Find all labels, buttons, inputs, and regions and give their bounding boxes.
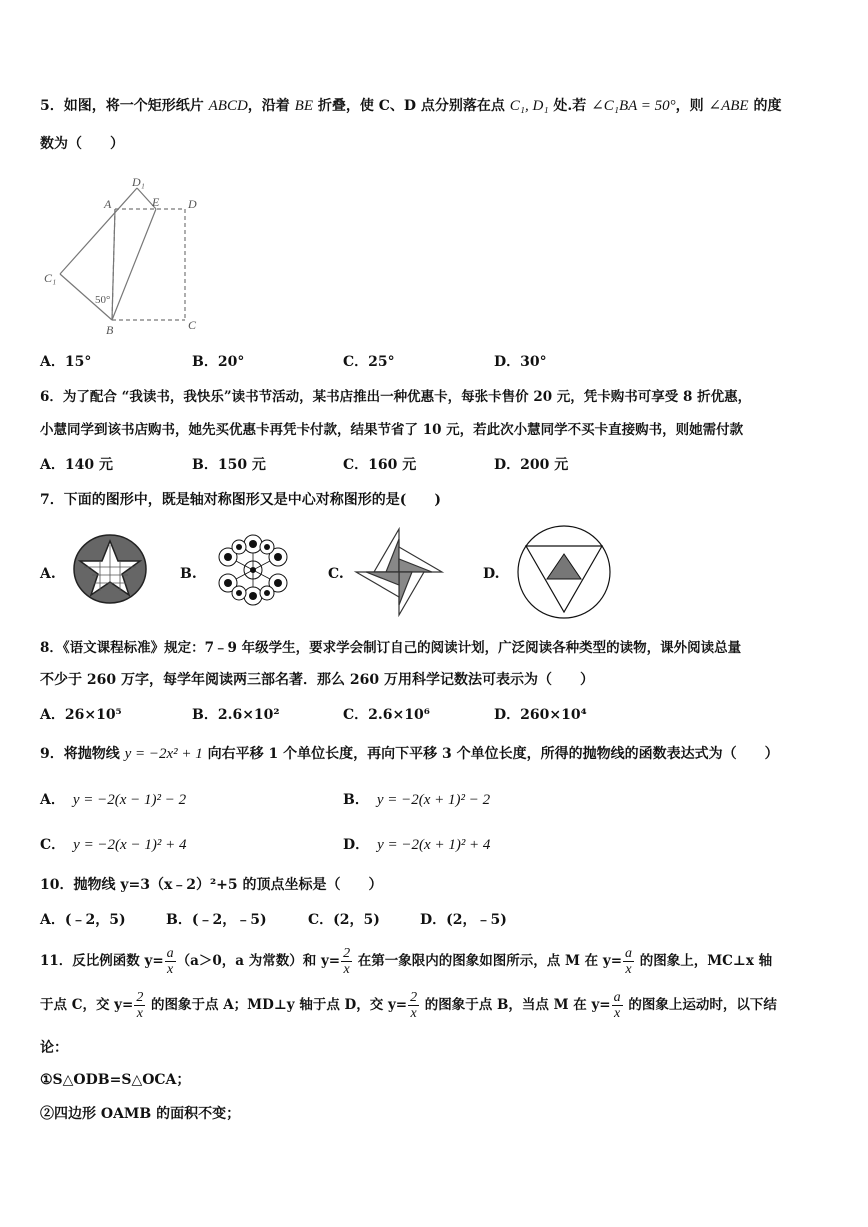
q10-option-b[interactable]: B．(﹣2，﹣5) — [166, 912, 267, 928]
fraction-2-over-x — [341, 946, 352, 977]
q9-text: 9．将抛物线 — [40, 746, 125, 762]
q11-text: 于点 C，交 y= — [40, 997, 134, 1013]
q6-line1: 6．为了配合 “我读书，我快乐”读书节活动，某书店推出一种优惠卡，每张卡售价 20 元，凭卡购书可享受 8 折优惠， — [40, 389, 752, 405]
q5-text: 处.若 — [548, 98, 592, 114]
q11-text: 的图象于点 B，当点 M 在 y= — [420, 997, 611, 1013]
q6-line2: 小慧同学到该书店购书，她先买优惠卡再凭卡付款，结果节省了 10 元，若此次小慧同学不买卡直接购书，则她需付款 — [40, 422, 744, 438]
q7-option-c[interactable]: C. — [328, 566, 344, 582]
q10-option-a[interactable]: A．(﹣2，5) — [40, 912, 126, 928]
q5-text: 折叠，使 C、D 点分别落在点 — [313, 98, 510, 114]
q9-option-expr: y = −2(x + 1)² + 4 — [377, 837, 491, 853]
q11-text: 的图象上运动时，以下结 — [623, 997, 777, 1013]
q10-option-d[interactable]: D．(2，﹣5) — [420, 912, 507, 928]
q9-text: 向右平移 1 个单位长度，再向下平移 3 个单位长度，所得的抛物线的函数表达式为（ ） — [202, 746, 779, 762]
frac-den: x — [167, 962, 174, 977]
q10-line1: 10．抛物线 y=3（x﹣2）²+5 的顶点坐标是（ ） — [40, 877, 383, 893]
label-b: B — [106, 323, 114, 337]
q9-option-d[interactable] — [343, 835, 490, 855]
q5-math-angle: ∠C₁BA = 50° — [591, 98, 676, 114]
q11-conclusion-2: ②四边形 OAMB 的面积不变； — [40, 1106, 241, 1122]
label-d1: D₁ — [132, 175, 145, 189]
label-e: E — [152, 195, 160, 209]
q9-line1 — [40, 744, 779, 764]
frac-num: 2 — [343, 946, 351, 961]
q11-conclusion-1: ①S△ODB=S△OCA； — [40, 1072, 191, 1088]
q5-math-be: BE — [294, 98, 313, 114]
q5-line2: 数为（ ） — [40, 136, 124, 152]
fraction-a-over-x — [623, 946, 634, 977]
q8-option-d[interactable]: D．260×10⁴ — [494, 707, 587, 723]
q5-math-abcd: ABCD — [208, 98, 248, 114]
q9-option-expr: y = −2(x − 1)² + 4 — [73, 837, 187, 853]
q8-option-b[interactable]: B．2.6×10² — [192, 707, 280, 723]
frac-num: 2 — [136, 990, 144, 1005]
q7-line1: 7．下面的图形中，既是轴对称图形又是中心对称图形的是( ) — [40, 492, 441, 508]
q8-option-a[interactable]: A．26×10⁵ — [40, 707, 122, 723]
q5-line1 — [40, 96, 781, 116]
frac-num: a — [166, 946, 174, 961]
q9-option-label: A． — [40, 792, 65, 808]
q5-text: 的度 — [748, 98, 782, 114]
q9-option-label: C． — [40, 837, 66, 853]
q9-option-label: B． — [343, 792, 369, 808]
fraction-2-over-x — [134, 990, 145, 1021]
q5-option-c[interactable]: C．25° — [343, 354, 395, 370]
label-d: D — [188, 197, 197, 211]
frac-num: 2 — [410, 990, 418, 1005]
q7-star-circle-figure — [70, 533, 150, 605]
frac-num: a — [613, 990, 621, 1005]
frac-den: x — [410, 1006, 417, 1021]
q9-option-expr: y = −2(x − 1)² − 2 — [72, 792, 187, 808]
q5-option-d[interactable]: D．30° — [494, 354, 547, 370]
frac-den: x — [614, 1006, 621, 1021]
q11-text: 在第一象限内的图象如图所示，点 M 在 y= — [353, 953, 623, 969]
q11-line2 — [40, 990, 777, 1021]
q7-triangle-circle-figure — [516, 524, 612, 620]
q11-line1 — [40, 946, 772, 977]
label-c: C — [188, 318, 197, 332]
q11-text: 11．反比例函数 y= — [40, 953, 164, 969]
label-angle: 50° — [95, 294, 111, 306]
q11-text: 的图象于点 A；MD⊥y 轴于点 D，交 y= — [146, 997, 408, 1013]
fraction-a-over-x — [165, 946, 176, 977]
q6-option-c[interactable]: C．160 元 — [343, 457, 417, 473]
q9-option-label: D． — [343, 837, 370, 853]
frac-den: x — [136, 1006, 143, 1021]
q5-math-abe: ∠ABE — [708, 98, 749, 114]
q6-option-b[interactable]: B．150 元 — [192, 457, 266, 473]
q7-option-d[interactable]: D. — [483, 566, 500, 582]
q7-pinwheel-figure — [352, 527, 446, 617]
q8-line1: 8．《语文课程标准》规定：7﹣9 年级学生，要求学会制订自己的阅读计划，广泛阅读各种类型的读物，课外阅读总量 — [40, 640, 742, 656]
q5-rectangle-fold-figure — [40, 172, 210, 342]
q6-option-d[interactable]: D．200 元 — [494, 457, 569, 473]
label-c1: C₁ — [44, 271, 57, 285]
fraction-2-over-x — [408, 990, 419, 1021]
q10-option-c[interactable]: C．(2，5) — [308, 912, 380, 928]
fraction-a-over-x — [612, 990, 623, 1021]
q9-option-a[interactable] — [40, 790, 186, 810]
label-a: A — [104, 197, 112, 211]
q9-option-b[interactable] — [343, 790, 490, 810]
q11-text: （a＞0，a 为常数）和 y= — [176, 953, 341, 969]
q5-option-b[interactable]: B．20° — [192, 354, 245, 370]
q6-option-a[interactable]: A．140 元 — [40, 457, 113, 473]
q5-option-a[interactable]: A．15° — [40, 354, 92, 370]
q7-option-b[interactable]: B. — [180, 566, 197, 582]
q9-option-c[interactable] — [40, 835, 186, 855]
frac-den: x — [343, 962, 350, 977]
q5-text: 5．如图，将一个矩形纸片 — [40, 98, 209, 114]
q9-option-expr: y = −2(x + 1)² − 2 — [376, 792, 491, 808]
q7-flower-circles-figure — [212, 533, 294, 607]
q8-line2: 不少于 260 万字，每学年阅读两三部名著．那么 260 万用科学记数法可表示为（ ） — [40, 672, 594, 688]
q5-math-points: C₁, D₁ — [509, 98, 549, 114]
q5-text: ，沿着 — [247, 98, 295, 114]
frac-den: x — [625, 962, 632, 977]
q11-text: 的图象上，MC⊥x 轴 — [635, 953, 773, 969]
q11-line3: 论： — [40, 1040, 68, 1056]
q8-option-c[interactable]: C．2.6×10⁶ — [343, 707, 430, 723]
frac-num: a — [625, 946, 633, 961]
q9-math: y = −2x² + 1 — [124, 746, 203, 762]
q5-text: ，则 — [675, 98, 709, 114]
q7-option-a[interactable]: A. — [40, 566, 56, 582]
